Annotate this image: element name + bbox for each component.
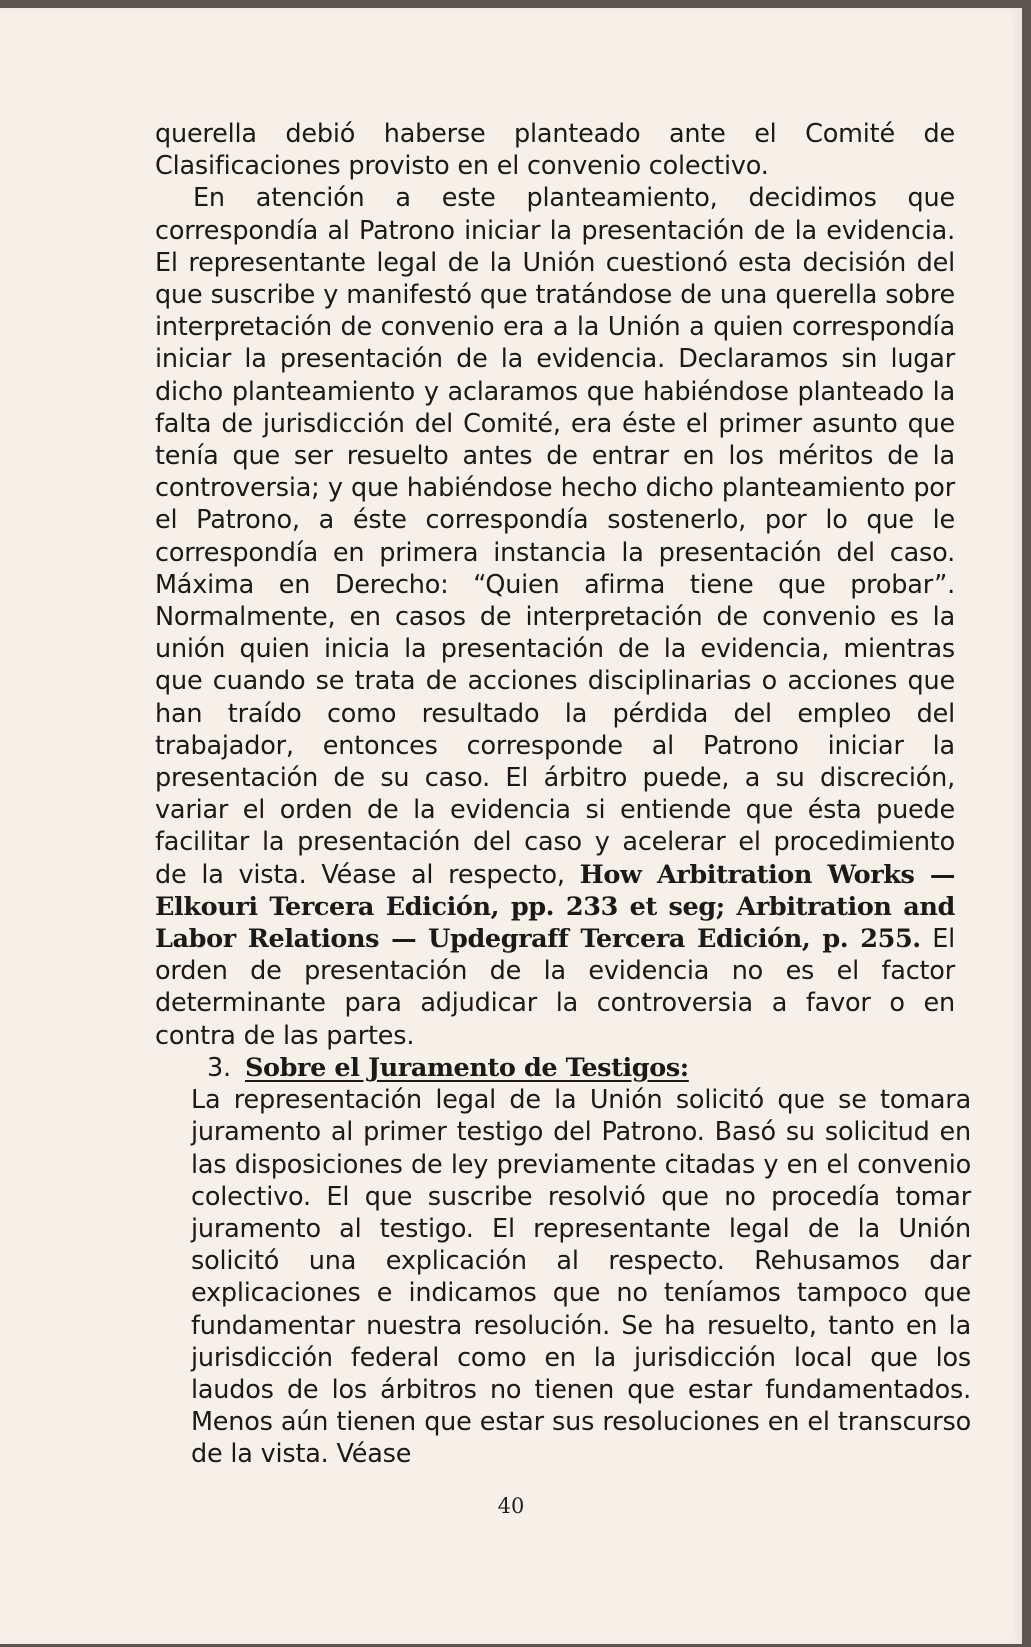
paragraph-oath: [139, 1084, 971, 1470]
paragraph-evidence-order-end: El orden de presentación de la evidencia no es el factor determinante para adjudicar la controversia a favor o en contra de las partes.: [155, 924, 955, 1051]
section-number: 3.: [207, 1052, 231, 1083]
page-body: [155, 118, 971, 1471]
section-title: Sobre el Juramento de Testigos:: [245, 1052, 689, 1083]
paragraph-oath-text: La representación legal de la Unión solicitó que se tomara juramento al primer testigo del Patrono. Basó su solicitud en las disposiciones de ley previamente citadas y en el convenio colectivo. El que suscribe resolvió que no procedía tomar juramento al testigo. El representante legal de la Unión solicitó una explicación al respecto. Rehusamos dar explicaciones e indicamos que no teníamos tampoco que fundamentar nuestra resolución. Se ha resuelto, tanto en la jurisdicción federal como en la jurisdicción local que los laudos de los árbitros no tienen que estar fundamentados. Menos aún tienen que estar sus resoluciones en el transcurso de la vista. Véase: [191, 1085, 971, 1470]
paragraph-continuation: querella debió haberse planteado ante el Comité de Clasificaciones provisto en el convenio colectivo.: [155, 119, 955, 182]
book-page: [0, 8, 1022, 1644]
bibliographic-reference: How Arbitration Works — Elkouri Tercera Edición, pp. 233 et seg; Arbitration and Labor Relations — Updegraff Tercera Edición, p. 255.: [155, 859, 956, 955]
paragraph-evidence-order-text: En atención a este planteamiento, decidimos que correspondía al Patrono iniciar la presentación de la evidencia. El representante legal de la Unión cuestionó esta decisión del que suscribe y manifestó que tratándose de una querella sobre interpretación de convenio era a la Unión a quien correspondía iniciar la presentación de la evidencia. Declaramos sin lugar dicho planteamiento y aclaramos que habiéndose planteado la falta de jurisdicción del Comité, era éste el primer asunto que tenía que ser resuelto antes de entrar en los méritos de la controversia; y que habiéndose hecho dicho planteamiento por el Patrono, a éste correspondía sostenerlo, por lo que le correspondía en primera instancia la presentación del caso. Máxima en Derecho: “Quien afirma tiene que probar”. Normalmente, en casos de interpretación de convenio es la unión quien inicia la presentación de la evidencia, mientras que cuando se trata de acciones disciplinarias o acciones que han traído como resultado la pérdida del empleo del trabajador, entonces corresponde al Patrono iniciar la presentación de su caso. El árbitro puede, a su discreción, variar el orden de la evidencia si entiende que ésta puede facilitar la presentación del caso y acelerar el procedimiento de la vista. Véase al respecto,: [155, 183, 955, 890]
section-heading: [155, 1052, 955, 1084]
paragraph-evidence-order: [155, 182, 955, 1051]
page-number: 40: [497, 1494, 525, 1518]
